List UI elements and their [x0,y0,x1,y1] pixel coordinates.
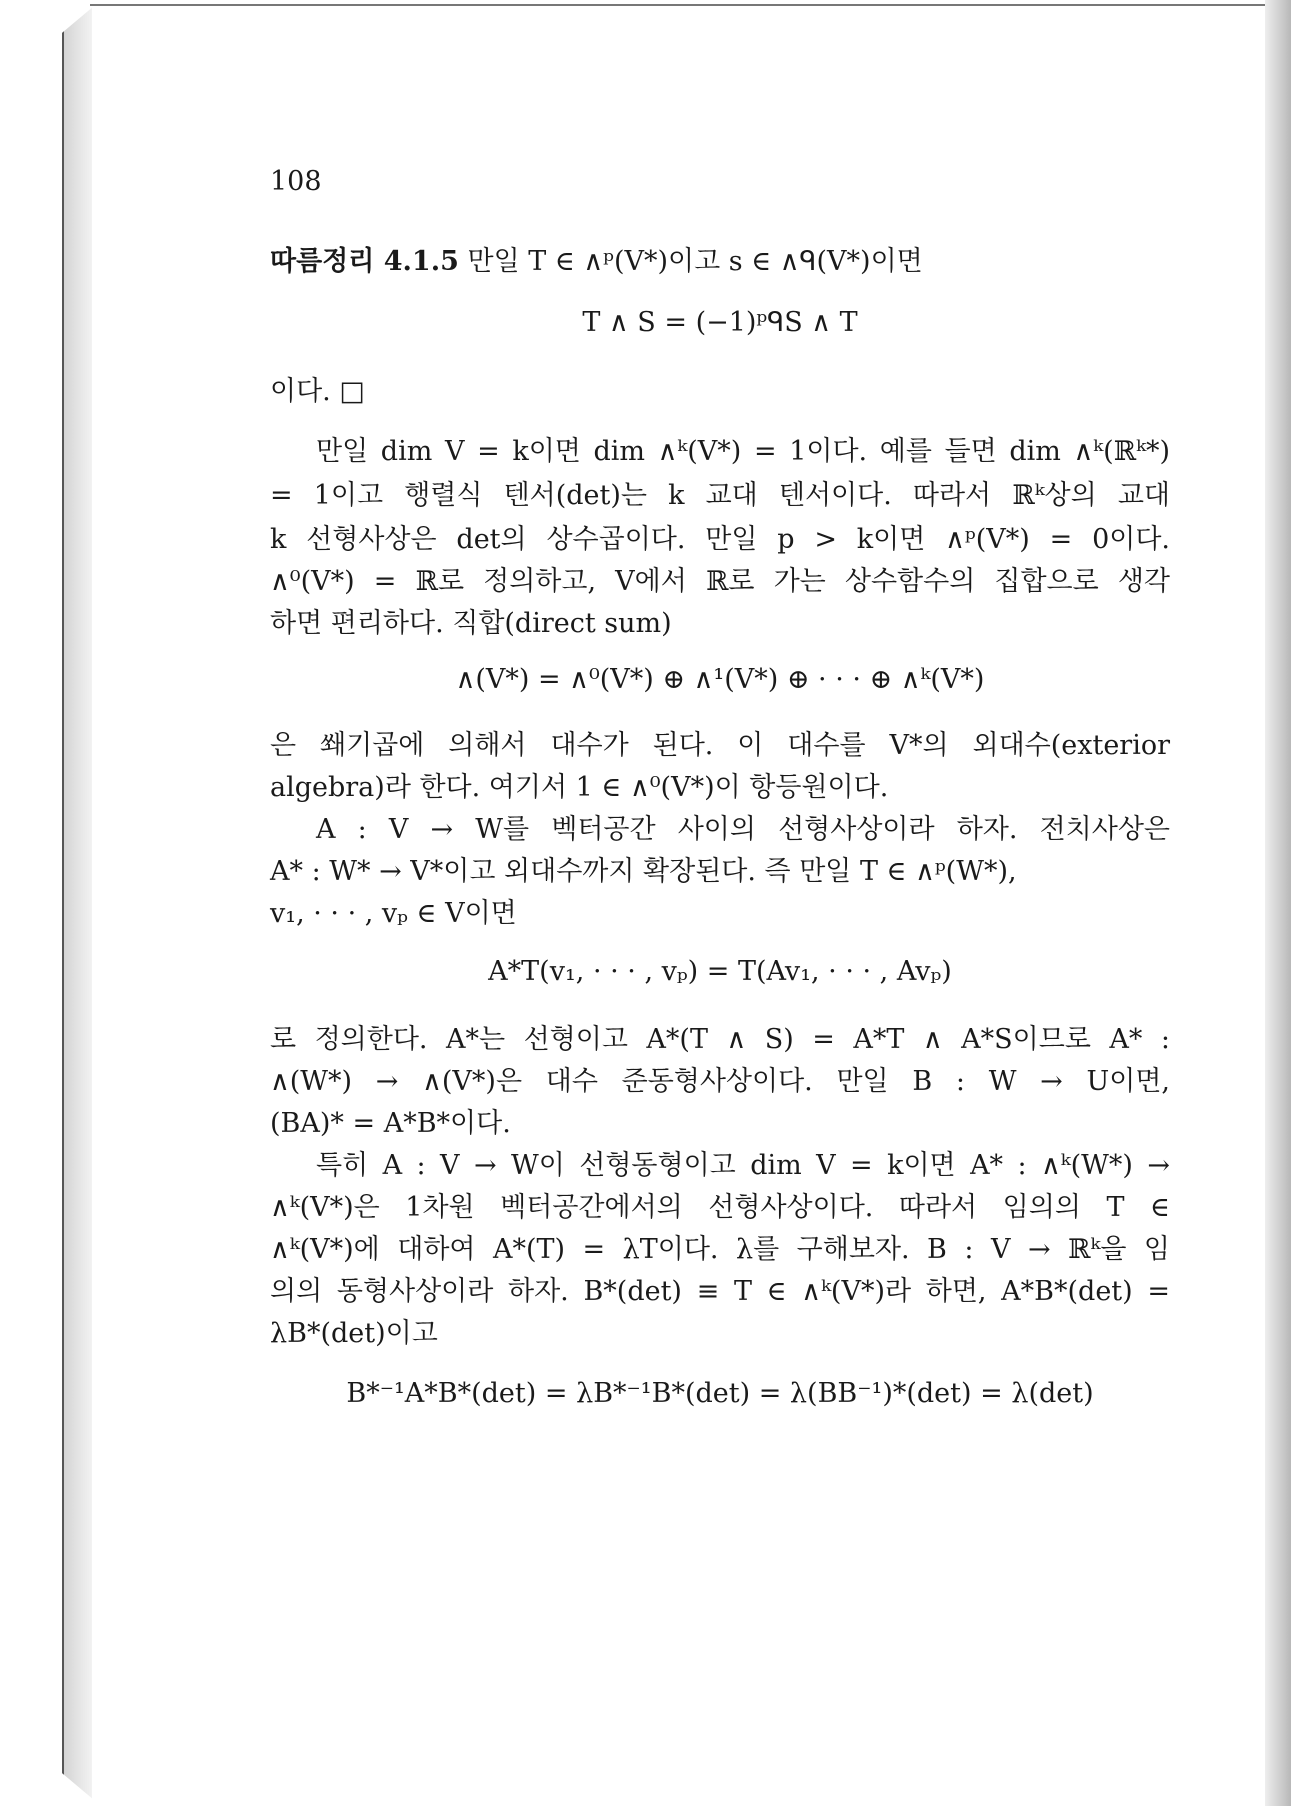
equation-determinant: B*⁻¹A*B*(det) = λB*⁻¹B*(det) = λ(BB⁻¹)*(det) = λ(det) [346,1378,1094,1409]
book-page [92,6,1265,1800]
paragraph-1-line-4: ∧⁰(V*) = ℝ로 정의하고, V에서 ℝ로 가는 상수함수의 집합으로 생각 [270,566,1170,597]
paragraph-5-line-4: 의의 동형사상이라 하자. B*(det) ≡ T ∈ ∧ᵏ(V*)라 하면, A*B*(det) = [270,1276,1170,1307]
paragraph-3-line-2: A* : W* → V*이고 외대수까지 확장된다. 즉 만일 T ∈ ∧ᵖ(W*), [270,856,1017,887]
paragraph-5-line-3: ∧ᵏ(V*)에 대하여 A*(T) = λT이다. λ를 구해보자. B : V → ℝᵏ을 임 [270,1234,1170,1265]
paragraph-4-line-2: ∧(W*) → ∧(V*)은 대수 준동형사상이다. 만일 B : W → U이면, [270,1066,1170,1097]
page-number: 108 [270,166,322,197]
paragraph-5-line-1: 특히 A : V → W이 선형동형이고 dim V = k이면 A* : ∧ᵏ(W*) → [316,1150,1170,1181]
paragraph-2-line-2: algebra)라 한다. 여기서 1 ∈ ∧⁰(V*)이 항등원이다. [270,772,889,803]
corollary-statement: 만일 T ∈ ∧ᵖ(V*)이고 s ∈ ∧ᑫ(V*)이면 [467,246,923,277]
book-spine [62,6,94,1800]
paragraph-4-line-3: (BA)* = A*B*이다. [270,1108,511,1139]
corollary-end: 이다. □ [270,376,365,407]
paragraph-3-line-3: v₁, · · · , vₚ ∈ V이면 [270,898,517,929]
paragraph-3-line-1: A : V → W를 벡터공간 사이의 선형사상이라 하자. 전치사상은 [316,814,1170,845]
paragraph-5-line-5: λB*(det)이고 [270,1318,438,1349]
paragraph-5-line-2: ∧ᵏ(V*)은 1차원 벡터공간에서의 선형사상이다. 따라서 임의의 T ∈ [270,1192,1170,1223]
paragraph-4-line-1: 로 정의한다. A*는 선형이고 A*(T ∧ S) = A*T ∧ A*S이므로 A* : [270,1024,1170,1055]
equation-wedge-commute: T ∧ S = (−1)ᵖᑫS ∧ T [582,307,858,338]
paragraph-1-line-5: 하면 편리하다. 직합(direct sum) [270,608,672,639]
page-right-edge [1265,0,1291,1806]
paragraph-1-line-2: = 1이고 행렬식 텐서(det)는 k 교대 텐서이다. 따라서 ℝᵏ상의 교대 [270,480,1170,511]
paragraph-1-line-3: k 선형사상은 det의 상수곱이다. 만일 p > k이면 ∧ᵖ(V*) = 0이다. [270,524,1170,555]
paragraph-1-line-1: 만일 dim V = k이면 dim ∧ᵏ(V*) = 1이다. 예를 들면 dim ∧ᵏ(ℝᵏ*) [316,436,1170,467]
corollary-label: 따름정리 4.1.5 [270,246,459,277]
equation-pullback: A*T(v₁, · · · , vₚ) = T(Av₁, · · · , Avₚ) [488,956,952,987]
paragraph-2-line-1: 은 쐐기곱에 의해서 대수가 된다. 이 대수를 V*의 외대수(exterior [270,730,1170,761]
equation-direct-sum: ∧(V*) = ∧⁰(V*) ⊕ ∧¹(V*) ⊕ · · · ⊕ ∧ᵏ(V*) [455,664,985,695]
corollary-heading [270,238,923,286]
